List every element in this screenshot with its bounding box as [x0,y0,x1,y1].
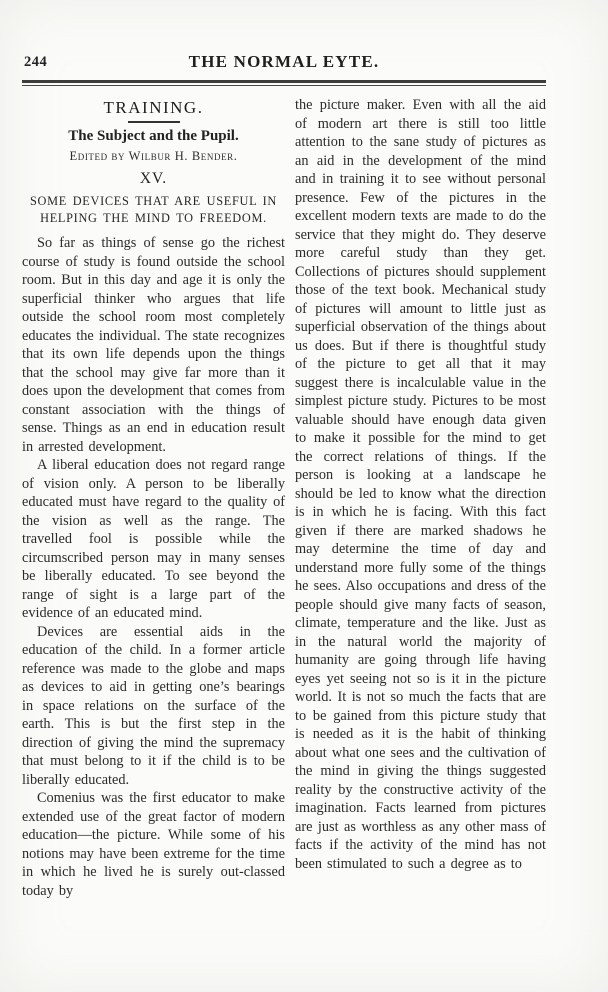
header-rule [22,80,546,86]
section-title-rule [128,121,180,123]
column-left [22,94,285,900]
text-columns [22,94,546,900]
editor-byline: Edited by Wilbur H. Bender. [69,149,238,163]
left-column-body [22,234,285,900]
chapter-number: XV. [139,170,168,187]
article-subtitle: The Subject and the Pupil. [68,128,239,144]
page-number: 244 [24,54,48,70]
page-content [22,0,546,900]
continuation-text: the picture maker. Even with all the aid of modern art there is still too little attention to the sane study of pictures as an aid in the development of the mind and in training it to see without personal presence. Few of the pictures in the excellent modern texts are made to do the service that they might do. They deserve more careful study than they get. Collections of pictures should supplement those of the text book. Mechanical study of pictures will amount to little just as superficial observation of the things about us does. But if there is thoughtful study of the picture to get all that it may suggest there is incalculable value in the simplest picture study. Pictures to be most valuable should have enough data given to make it possible for the mind to get the correct relations of things. If the person is looking at a landscape he should be led to know what the direction is in which he is facing. With this fact given if there are marked shadows he may determine the time of day and understand more fully some of the things he sees. Also occupations and dress of the people should give many facts of season, climate, temperature and the like. Just as in the natural world the majority of humanity are going through life having eyes yet seeing not so is it in the picture world. It is not so much the facts that are to be gained from this picture study that is needed as it is the habit of thinking about what one sees and the cultivation of the mind in giving the things suggested reality by the constructive activity of the imagination. Facts learned from pictures are just as worthless as any other mass of facts if the activity of the mind has not been stimulated to such a degree as to [295,97,546,872]
article-paragraph: Comenius was the first educator to make extended use of the great factor of modern education—the picture. While some of his notions may have been extreme for the time in which he lived he is surely out-classed today by [22,790,285,899]
page-header [22,52,546,74]
article-paragraph: A liberal education does not regard range of vision only. A person to be liberally educated must have regard to the quality of the vision as well as the range. The travelled fool is possible while the circumscribed person may in many senses be liberally educated. To see beyond the range of sight is a large part of the evidence of an educated mind. [22,457,285,621]
masthead-title: THE NORMAL EYTE. [188,52,380,71]
section-title: TRAINING. [103,98,204,117]
article-paragraph: So far as things of sense go the richest course of study is found outside the school room. But in this day and age it is only the superficial thinker who argues that life outside the school room most completely educates the individual. The state recognizes that its own life depends upon the things that the school may give far more than it does upon the development that comes from constant association with the things of sense. Things as an end in education result in arrested development. [22,235,285,455]
section-heading: SOME DEVICES THAT ARE USEFUL IN HELPING THE MIND TO FREEDOM. [29,194,278,225]
article-paragraph: Devices are essential aids in the education of the child. In a former article reference was made to the globe and maps as devices to aid in getting one’s bearings in space relations on the surface of the earth. This is but the first step in the direction of giving the mind the supremacy that must belong to it if the child is to be liberally educated. [22,623,285,788]
column-right [295,94,546,900]
